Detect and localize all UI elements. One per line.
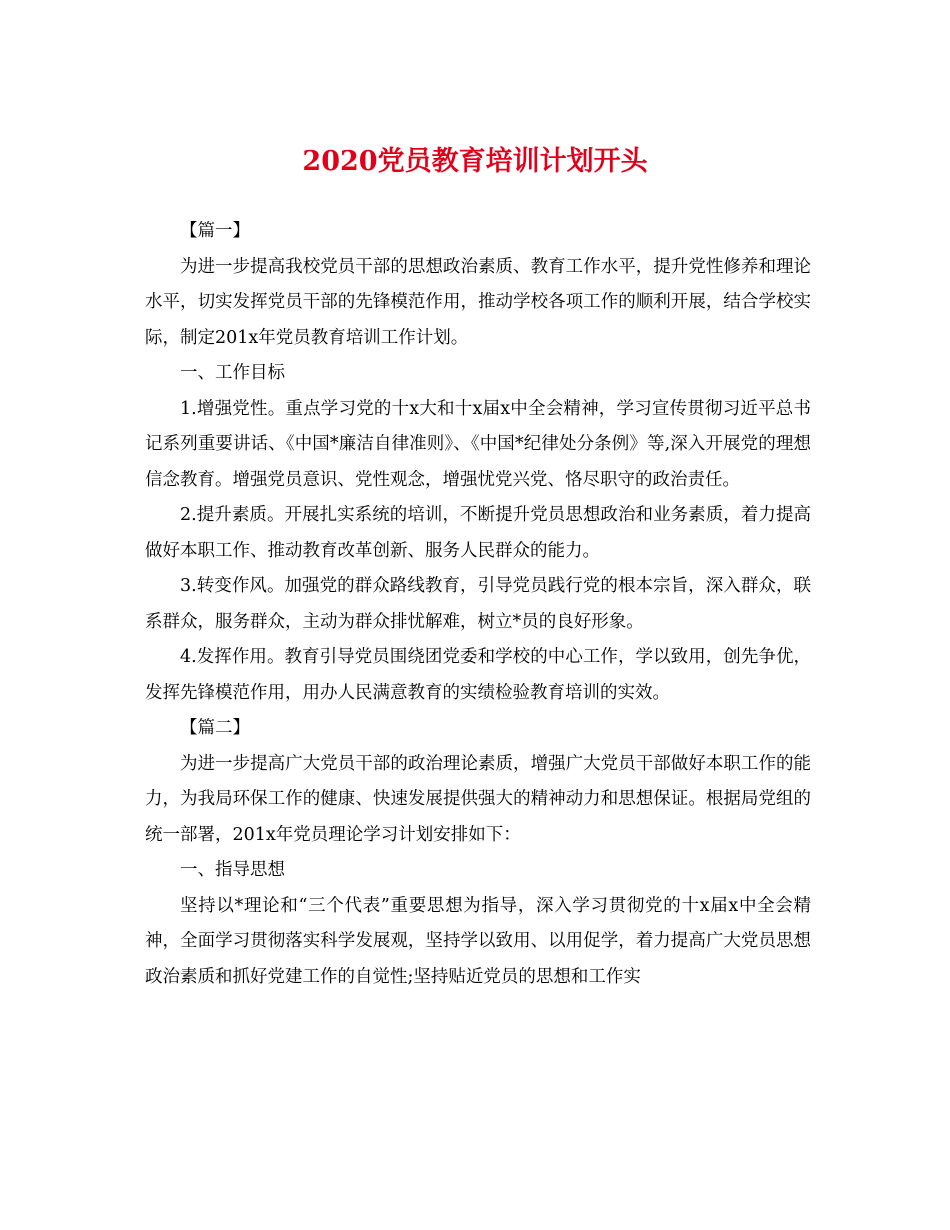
paragraph: 为进一步提高广大党员干部的政治理论素质，增强广大党员干部做好本职工作的能力，为我局环保工作的健康、快速发展提供强大的精神动力和思想保证。根据局党组的统一部署，201x年党员理论学习计划安排如下：	[145, 753, 811, 845]
paragraph: 1.增强党性。重点学习党的十x大和十x届x中全会精神，学习宣传贯彻习近平总书记系列重要讲话、《中国*廉洁自律准则》、《中国*纪律处分条例》等,深入开展党的理想信念教育。增强党员意识、党性观念，增强忧党兴党、恪尽职守的政治责任。	[145, 398, 811, 490]
paragraph: 2.提升素质。开展扎实系统的培训，不断提升党员思想政治和业务素质，着力提高做好本职工作、推动教育改革创新、服务人民群众的能力。	[145, 505, 811, 561]
paragraph: 坚持以*理论和“三个代表”重要思想为指导，深入学习贯彻党的十x届x中全会精神，全面学习贯彻落实科学发展观，坚持学以致用、以用促学，着力提高广大党员思想政治素质和抓好党建工作的自觉性;坚持贴近党员的思想和工作实	[145, 895, 811, 987]
section-heading-1: 【篇一】	[180, 221, 250, 241]
subheading-guiding-thought: 一、指导思想	[180, 860, 285, 880]
subheading-work-goals: 一、工作目标	[180, 363, 285, 383]
document-body	[145, 214, 811, 995]
paragraph: 3.转变作风。加强党的群众路线教育，引导党员践行党的根本宗旨，深入群众，联系群众，服务群众，主动为群众排忧解难，树立*员的良好形象。	[145, 576, 811, 632]
paragraph: 为进一步提高我校党员干部的思想政治素质、教育工作水平，提升党性修养和理论水平，切实发挥党员干部的先锋模范作用，推动学校各项工作的顺利开展，结合学校实际，制定201x年党员教育培训工作计划。	[145, 256, 811, 348]
document-title: 2020党员教育培训计划开头	[302, 146, 648, 177]
section-heading-2: 【篇二】	[180, 718, 250, 738]
paragraph: 4.发挥作用。教育引导党员围绕团党委和学校的中心工作，学以致用，创先争优，发挥先锋模范作用，用办人民满意教育的实绩检验教育培训的实效。	[145, 647, 811, 703]
